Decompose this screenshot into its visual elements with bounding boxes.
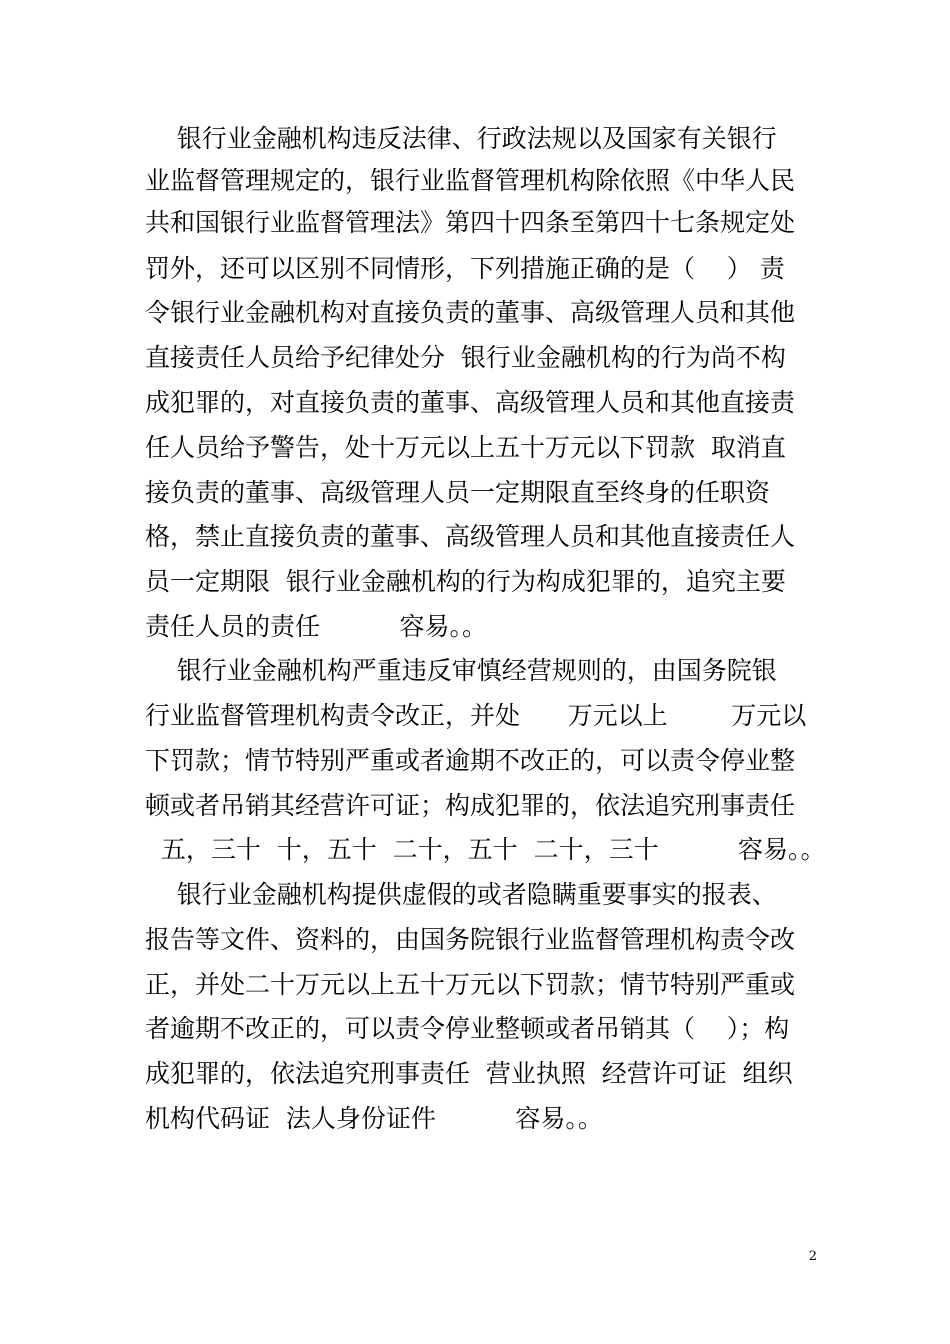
text-line-8: 任人员给予警告，处十万元以上五十万元以下罚款 取消直 xyxy=(145,433,786,462)
text-line-17: 五，三十 十，五十 二十，五十 二十，三十 容易。。 xyxy=(145,835,826,864)
text-line-18: 银行业金融机构提供虚假的或者隐瞒重要事实的报表、 xyxy=(145,880,777,909)
text-line-6: 直接责任人员给予纪律处分 银行业金融机构的行为尚不构 xyxy=(145,343,786,372)
text-line-5: 令银行业金融机构对直接负责的董事、高级管理人员和其他 xyxy=(145,298,796,327)
text-line-20: 正，并处二十万元以上五十万元以下罚款；情节特别严重或 xyxy=(145,970,796,999)
text-line-12: 责任人员的责任 容易。。 xyxy=(145,612,487,641)
page-number: 2 xyxy=(808,1249,817,1264)
text-line-13: 银行业金融机构严重违反审慎经营规则的，由国务院银 xyxy=(145,656,777,685)
text-line-14: 行业监督管理机构责令改正，并处 万元以上 万元以 xyxy=(145,701,807,730)
text-line-15: 下罚款；情节特别严重或者逾期不改正的，可以责令停业整 xyxy=(145,746,796,775)
text-line-23: 机构代码证 法人身份证件 容易。。 xyxy=(145,1104,603,1133)
text-line-22: 成犯罪的，依法追究刑事责任 营业执照 经营许可证 组织 xyxy=(145,1059,793,1088)
text-line-16: 顿或者吊销其经营许可证；构成犯罪的，依法追究刑事责任 xyxy=(145,791,796,820)
text-line-1: 银行业金融机构违反法律、行政法规以及国家有关银行 xyxy=(145,124,777,153)
text-line-7: 成犯罪的，对直接负责的董事、高级管理人员和其他直接责 xyxy=(145,388,796,417)
text-line-19: 报告等文件、资料的，由国务院银行业监督管理机构责令改 xyxy=(145,925,796,954)
text-line-3: 共和国银行业监督管理法》第四十四条至第四十七条规定处 xyxy=(145,208,796,237)
text-line-11: 员一定期限 银行业金融机构的行为构成犯罪的，追究主要 xyxy=(145,567,786,596)
text-line-9: 接负责的董事、高级管理人员一定期限直至终身的任职资 xyxy=(145,478,771,507)
text-line-2: 业监督管理规定的，银行业监督管理机构除依照《中华人民 xyxy=(145,166,796,195)
text-line-21: 者逾期不改正的，可以责令停业整顿或者吊销其（ ）；构 xyxy=(145,1014,790,1043)
text-line-10: 格，禁止直接负责的董事、高级管理人员和其他直接责任人 xyxy=(145,522,796,551)
text-line-4: 罚外，还可以区别不同情形，下列措施正确的是（ ） 责 xyxy=(145,254,785,283)
